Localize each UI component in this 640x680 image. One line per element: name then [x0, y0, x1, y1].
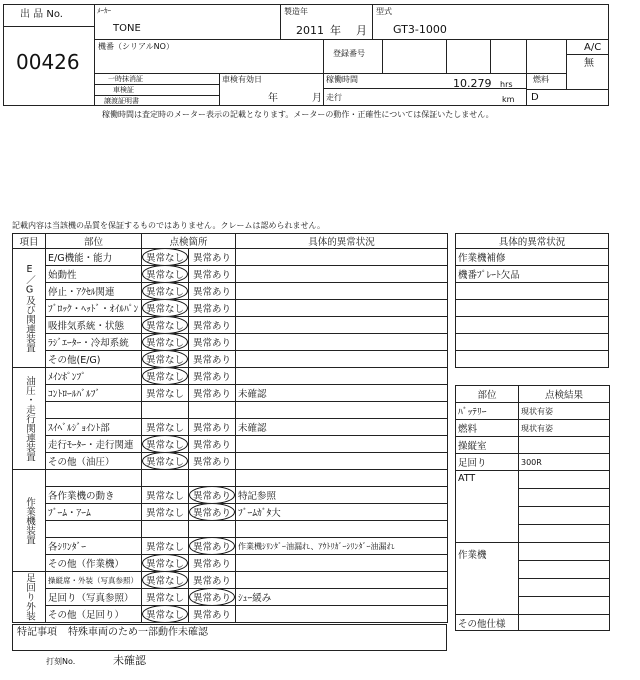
result-row [456, 403, 610, 420]
inspection-rows [13, 249, 448, 623]
ac-value: 無 [584, 58, 594, 69]
normal-option [142, 402, 189, 419]
group-label-underbody: 足回り外装 [13, 572, 46, 623]
mileage-label: 走行 [326, 93, 342, 102]
km-unit: km [502, 95, 515, 104]
divider [566, 54, 609, 55]
result-value: 現状有姿 [519, 420, 610, 437]
table-row [13, 419, 448, 436]
divider [94, 84, 219, 85]
normal-option [142, 572, 189, 589]
result-part: 操縦室 [456, 437, 519, 454]
detail-cell [236, 453, 448, 470]
part-cell [46, 521, 142, 538]
transfer-cert-label: 譲渡証明書 [104, 97, 139, 105]
divider [490, 39, 491, 73]
detail-cell [236, 606, 448, 623]
abnormal-option [189, 589, 236, 606]
part-cell: 始動性 [46, 266, 142, 283]
group-label-work: 作業機装置 [13, 470, 46, 572]
work-label: 作業機 [456, 543, 519, 615]
divider [372, 4, 373, 39]
detail-cell [236, 521, 448, 538]
year-label: 製造年 [284, 7, 308, 16]
normal-text: 異常なし [142, 368, 188, 385]
normal-text: 異常なし [142, 572, 188, 589]
table-row [13, 470, 448, 487]
abnormal-text: 異常あり [189, 504, 235, 521]
part-cell: その他（足回り） [46, 606, 142, 623]
abnormal-option [189, 504, 236, 521]
abnormal-text: 異常あり [193, 576, 232, 587]
table-row [13, 453, 448, 470]
ac-label: A/C [584, 42, 602, 53]
normal-text: 異常なし [142, 317, 188, 334]
normal-option [142, 487, 189, 504]
part-cell [46, 402, 142, 419]
normal-option [142, 606, 189, 623]
normal-text: 異常なし [145, 542, 184, 553]
detail-cell: 未確認 [236, 385, 448, 402]
result-row [456, 420, 610, 437]
normal-option [142, 589, 189, 606]
hours-note: 稼働時間は査定時のメーター表示の記載となります。メーターの動作・正確性については保証いたしません。 [102, 110, 494, 119]
detail-cell: 作業機ｼﾘﾝﾀﾞｰ油漏れ、ｱｳﾄﾘｶﾞｰｼﾘﾝﾀﾞｰ油漏れ [236, 538, 448, 555]
abnormal-text: 異常あり [193, 457, 232, 468]
inspection-label: 車検有効日 [222, 75, 262, 84]
normal-option [142, 555, 189, 572]
inspection-table [12, 233, 448, 623]
detail-cell [236, 470, 448, 487]
table-row [13, 555, 448, 572]
table-row [13, 589, 448, 606]
detail-cell [236, 249, 448, 266]
normal-text: 異常なし [142, 283, 188, 300]
divider [3, 26, 94, 27]
abnormal-option [189, 300, 236, 317]
table-row [13, 521, 448, 538]
normal-text: 異常なし [145, 423, 184, 434]
model-label: 型式 [376, 7, 392, 16]
normal-text: 異常なし [142, 300, 188, 317]
group-label-engine: E／G及び関連装置 [13, 249, 46, 368]
other-value [519, 615, 610, 631]
abnormal-option [189, 555, 236, 572]
maker-value: TONE [113, 23, 141, 34]
detail-row [456, 266, 609, 283]
normal-option [142, 266, 189, 283]
divider [94, 4, 95, 106]
abnormal-text: 異常あり [193, 440, 232, 451]
normal-text: 異常なし [142, 436, 188, 453]
abnormal-text: 異常あり [193, 304, 232, 315]
detail-cell: 未確認 [236, 419, 448, 436]
result-row [456, 454, 610, 471]
normal-text: 異常なし [145, 389, 184, 400]
table-row [13, 402, 448, 419]
table-row [13, 436, 448, 453]
abnormal-option [189, 334, 236, 351]
abnormal-option [189, 521, 236, 538]
reg-label: 登録番号 [333, 49, 365, 58]
abnormal-option [189, 249, 236, 266]
normal-text: 異常なし [145, 491, 184, 502]
abnormal-option [189, 487, 236, 504]
divider [94, 95, 219, 96]
detail-cell [236, 266, 448, 283]
detail-cell [236, 436, 448, 453]
detail-cell [236, 555, 448, 572]
year-unit: 年 [330, 24, 341, 37]
right-detail-rows [456, 249, 609, 368]
result-value [519, 437, 610, 454]
normal-option [142, 317, 189, 334]
abnormal-text: 異常あり [189, 589, 235, 606]
abnormal-option [189, 572, 236, 589]
table-row [13, 249, 448, 266]
part-cell: ﾌﾞﾛｯｸ・ﾍｯﾄﾞ・ｵｲﾙﾊﾟﾝ [46, 300, 142, 317]
divider [94, 39, 609, 40]
detail-row [456, 317, 609, 334]
result-part: 燃料 [456, 420, 519, 437]
table-row [13, 317, 448, 334]
normal-option [142, 453, 189, 470]
normal-text: 異常なし [142, 606, 188, 623]
att-label: ATT [456, 471, 519, 543]
normal-option [142, 249, 189, 266]
divider [446, 39, 447, 73]
normal-text: 異常なし [142, 555, 188, 572]
table-row [13, 487, 448, 504]
hours-unit: hrs [500, 80, 513, 89]
maker-label: ﾒｰｶｰ [97, 7, 111, 15]
normal-option [142, 504, 189, 521]
abnormal-option [189, 470, 236, 487]
detail-cell [236, 334, 448, 351]
table-row [13, 283, 448, 300]
insp-month-unit: 月 [312, 93, 322, 104]
detail-item [456, 317, 609, 334]
temp-permit-label: 一時抹消証 [108, 75, 143, 83]
part-cell: 各作業機の動き [46, 487, 142, 504]
normal-text: 異常なし [142, 249, 188, 266]
normal-text: 異常なし [142, 351, 188, 368]
part-cell: 足回り（写真参照） [46, 589, 142, 606]
detail-cell [236, 317, 448, 334]
detail-cell: ﾌﾞｰﾑｶﾞﾀ大 [236, 504, 448, 521]
part-cell [46, 470, 142, 487]
detail-cell [236, 300, 448, 317]
normal-text: 異常なし [145, 508, 184, 519]
abnormal-option [189, 368, 236, 385]
abnormal-text: 異常あり [193, 610, 232, 621]
part-cell: 走行ﾓｰﾀｰ・走行関連 [46, 436, 142, 453]
normal-option [142, 521, 189, 538]
divider [280, 4, 281, 39]
table-row [13, 351, 448, 368]
hours-label: 稼働時間 [326, 75, 358, 84]
table-row [13, 368, 448, 385]
result-part: ﾊﾞｯﾃﾘｰ [456, 403, 519, 420]
stamp-label: 打刻No. [46, 657, 76, 666]
normal-option [142, 538, 189, 555]
detail-cell [236, 351, 448, 368]
normal-option [142, 300, 189, 317]
abnormal-text: 異常あり [193, 559, 232, 570]
col-check: 点検箇所 [142, 234, 236, 249]
detail-row [456, 300, 609, 317]
model-value: GT3-1000 [393, 23, 447, 36]
table-row [13, 504, 448, 521]
col-detail: 具体的異常状況 [236, 234, 448, 249]
detail-row [456, 351, 609, 368]
table-row [13, 538, 448, 555]
detail-cell [236, 368, 448, 385]
abnormal-option [189, 351, 236, 368]
abnormal-option [189, 283, 236, 300]
lot-number: 00426 [16, 50, 80, 74]
result-rows [456, 403, 610, 471]
abnormal-text: 異常あり [193, 423, 232, 434]
check-result-table [455, 385, 610, 631]
abnormal-option [189, 436, 236, 453]
work-value-cell [519, 543, 610, 615]
detail-cell: 特記参照 [236, 487, 448, 504]
abnormal-text: 異常あり [189, 538, 235, 555]
col-item: 項目 [13, 234, 46, 249]
divider [323, 73, 324, 106]
normal-option [142, 334, 189, 351]
fuel-label: 燃料 [533, 75, 549, 84]
detail-row [456, 283, 609, 300]
abnormal-option [189, 606, 236, 623]
fuel-value: D [531, 92, 539, 103]
stamp-value: 未確認 [113, 654, 146, 667]
detail-cell [236, 572, 448, 589]
table-row [13, 266, 448, 283]
result-part: 足回り [456, 454, 519, 471]
part-cell: ﾒｲﾝﾎﾟﾝﾌﾟ [46, 368, 142, 385]
abnormal-option [189, 402, 236, 419]
part-cell: 吸排気系統・状態 [46, 317, 142, 334]
serial-label: 機番（シリアルNO） [98, 42, 174, 51]
abnormal-text: 異常あり [193, 321, 232, 332]
normal-text: 異常なし [142, 266, 188, 283]
divider [94, 73, 566, 74]
part-cell: 停止・ｱｸｾﾙ関連 [46, 283, 142, 300]
abnormal-text: 異常あり [193, 372, 232, 383]
divider [323, 88, 526, 89]
abnormal-option [189, 419, 236, 436]
normal-option [142, 470, 189, 487]
table-row [13, 385, 448, 402]
remarks-label: 特記事項 [17, 627, 57, 638]
group-label-hydraulic: 油圧・走行関連装置 [13, 368, 46, 470]
detail-row [456, 249, 609, 266]
other-label: その他仕様 [456, 615, 519, 631]
abnormal-text: 異常あり [193, 355, 232, 366]
divider [566, 39, 567, 89]
divider [219, 73, 220, 106]
detail-item [456, 300, 609, 317]
remarks-value: 特殊車両のため一部動作未確認 [68, 627, 208, 638]
normal-option [142, 351, 189, 368]
lot-label: 出 品 No. [20, 9, 63, 20]
year-value: 2011 [296, 24, 324, 37]
abnormal-option [189, 453, 236, 470]
detail-item [456, 283, 609, 300]
abnormal-option [189, 538, 236, 555]
abnormal-text: 異常あり [193, 389, 232, 400]
table-row [13, 606, 448, 623]
abnormal-text: 異常あり [193, 338, 232, 349]
abnormal-text: 異常あり [189, 487, 235, 504]
normal-option [142, 385, 189, 402]
divider [382, 39, 383, 73]
part-cell: ﾌﾞｰﾑ・ｱｰﾑ [46, 504, 142, 521]
result-row [456, 437, 610, 454]
part-cell: E/G機能・能力 [46, 249, 142, 266]
normal-option [142, 436, 189, 453]
detail-row [456, 334, 609, 351]
detail-cell [236, 402, 448, 419]
divider [526, 89, 609, 90]
divider [526, 39, 527, 73]
table-row [13, 334, 448, 351]
disclaimer: 記載内容は当該機の品質を保証するものではありません。クレームは認められません。 [12, 221, 325, 230]
abnormal-text: 異常あり [193, 253, 232, 264]
result-col-result: 点検結果 [519, 386, 610, 403]
result-value: 300R [519, 454, 610, 471]
part-cell: 各ｼﾘﾝﾀﾞｰ [46, 538, 142, 555]
part-cell: 操縦席・外装（写真参照） [46, 572, 142, 589]
detail-cell [236, 283, 448, 300]
part-cell: その他（油圧） [46, 453, 142, 470]
abnormal-text: 異常あり [193, 287, 232, 298]
att-value-cell [519, 471, 610, 543]
insp-year-unit: 年 [268, 93, 278, 104]
abnormal-option [189, 385, 236, 402]
result-value: 現状有姿 [519, 403, 610, 420]
part-cell: ﾗｼﾞｴｰﾀｰ・冷却系統 [46, 334, 142, 351]
normal-text: 異常なし [145, 593, 184, 604]
vehicle-cert-label: 車検証 [113, 86, 134, 94]
abnormal-text: 異常あり [193, 270, 232, 281]
result-col-part: 部位 [456, 386, 519, 403]
hours-value: 10.279 [453, 77, 492, 90]
abnormal-option [189, 317, 236, 334]
part-cell: その他（作業機） [46, 555, 142, 572]
normal-text: 異常なし [142, 334, 188, 351]
normal-option [142, 368, 189, 385]
abnormal-option [189, 266, 236, 283]
month-unit: 月 [356, 24, 367, 37]
part-cell: ｽｲﾍﾞﾙｼﾞｮｲﾝﾄ部 [46, 419, 142, 436]
table-row [13, 300, 448, 317]
part-cell: ｺﾝﾄﾛｰﾙﾊﾞﾙﾌﾞ [46, 385, 142, 402]
table-row [13, 572, 448, 589]
right-detail-header: 具体的異常状況 [456, 234, 609, 249]
detail-item [456, 334, 609, 351]
normal-option [142, 419, 189, 436]
detail-item: 作業機補修 [456, 249, 609, 266]
part-cell: その他(E/G) [46, 351, 142, 368]
col-part: 部位 [46, 234, 142, 249]
right-detail-table [455, 233, 609, 368]
normal-text: 異常なし [142, 453, 188, 470]
detail-item [456, 351, 609, 368]
detail-item: 機番ﾌﾟﾚｰﾄ欠品 [456, 266, 609, 283]
detail-cell: ｼｭｰ緩み [236, 589, 448, 606]
normal-option [142, 283, 189, 300]
divider [323, 39, 324, 73]
